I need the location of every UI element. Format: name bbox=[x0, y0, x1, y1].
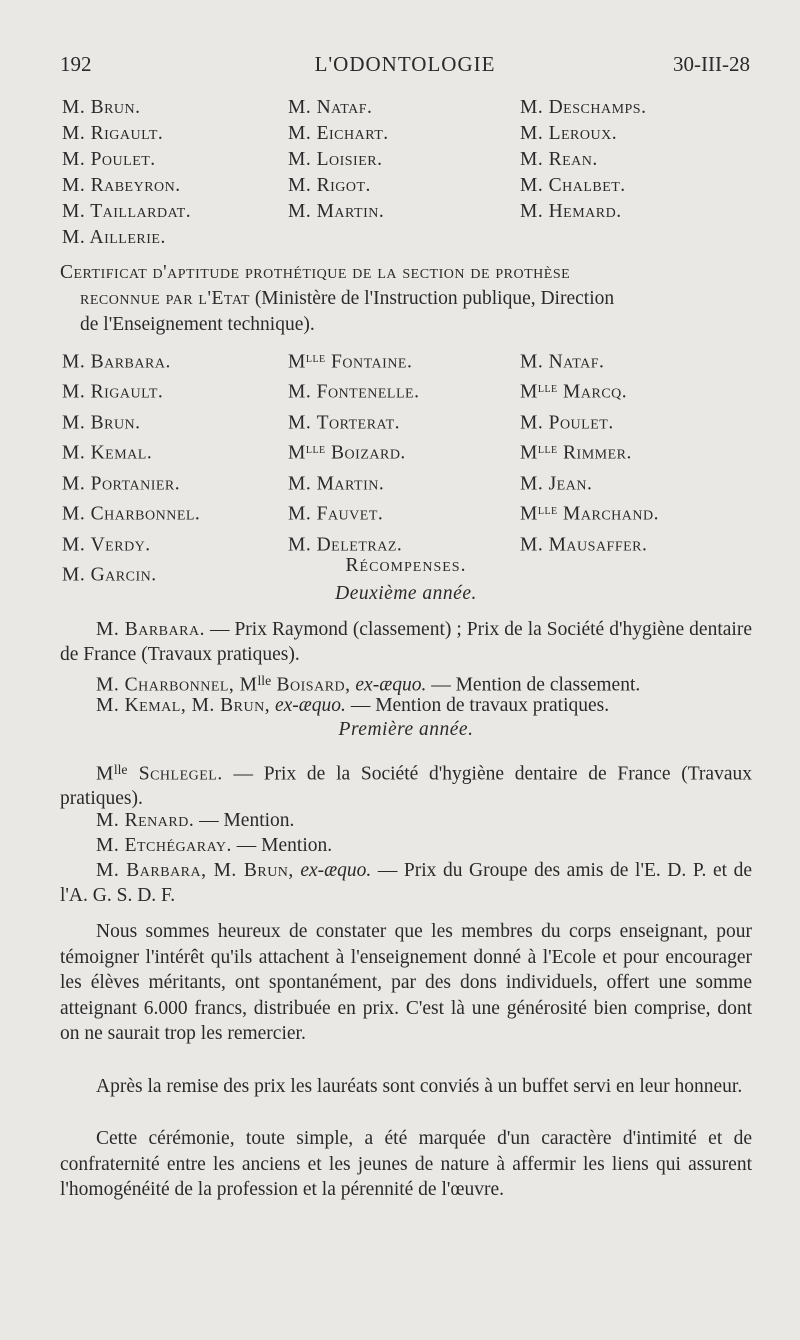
certificat-line3: de l'Enseignement technique). bbox=[80, 314, 315, 335]
list-item: M. Nataf. bbox=[288, 97, 373, 118]
list-item bbox=[62, 436, 288, 466]
award-name: M. Barbara. bbox=[96, 619, 205, 640]
surname: Marchand. bbox=[557, 503, 659, 525]
list-item: M. Brun. bbox=[62, 97, 141, 118]
journal-title: L'ODONTOLOGIE bbox=[314, 52, 496, 76]
honorific: M. bbox=[520, 534, 549, 556]
award-entry bbox=[60, 693, 752, 718]
list-item: M. Chalbet. bbox=[520, 175, 626, 196]
list-item bbox=[62, 406, 288, 436]
honorific-sup: lle bbox=[537, 380, 558, 396]
honorific: M. bbox=[62, 503, 91, 525]
award-text: — Mention. bbox=[194, 810, 295, 831]
award-entry bbox=[60, 808, 752, 833]
certificat-heading bbox=[60, 260, 752, 338]
certificat-line1: Certificat d'aptitude prothétique de la section de prothèse bbox=[60, 262, 571, 283]
award-name: M. Charbonnel, M bbox=[96, 674, 258, 696]
list-item: M. Taillardat. bbox=[62, 201, 192, 222]
certificat-list bbox=[62, 345, 752, 589]
surname: Portanier. bbox=[90, 473, 181, 495]
honorific: M. bbox=[520, 351, 549, 373]
list-item: M. Loisier. bbox=[288, 149, 383, 170]
list-item: M. Rabeyron. bbox=[62, 175, 181, 196]
honorific: M. bbox=[62, 473, 91, 495]
honorific-sup: lle bbox=[305, 441, 326, 457]
list-item bbox=[288, 406, 520, 436]
list-item: M. Hemard. bbox=[520, 201, 622, 222]
award-text: — Prix Raymond (classement) ; Prix de la Société d'hygiène dentaire de France (Travaux pratiques). bbox=[60, 619, 752, 665]
surname: Torterat. bbox=[316, 412, 401, 434]
surname: Garcin. bbox=[90, 564, 157, 586]
list-item bbox=[288, 375, 520, 405]
award-text: — Mention de travaux pratiques. bbox=[345, 695, 610, 716]
surname: Poulet. bbox=[548, 412, 614, 434]
list-item bbox=[62, 345, 288, 375]
award-name: M. Barbara, M. Brun, bbox=[96, 860, 294, 881]
list-item bbox=[62, 467, 288, 497]
honorific: M. bbox=[520, 473, 549, 495]
honorific-sup: lle bbox=[305, 350, 326, 365]
surname: Deletraz. bbox=[316, 534, 403, 556]
list-item bbox=[520, 436, 752, 466]
honorific: M bbox=[520, 503, 538, 525]
graduates-list bbox=[62, 95, 752, 251]
surname: Boizard. bbox=[325, 442, 406, 464]
surname: Jean. bbox=[548, 473, 593, 495]
award-entry bbox=[60, 833, 752, 858]
list-item bbox=[520, 497, 752, 527]
list-item bbox=[288, 345, 520, 375]
honorific: M. bbox=[62, 534, 91, 556]
honorific: M bbox=[520, 442, 538, 464]
list-item bbox=[288, 225, 520, 251]
honorific-sup: lle bbox=[537, 502, 558, 518]
award-entry bbox=[60, 617, 752, 667]
award-text: — Mention. bbox=[231, 835, 333, 856]
award-italic: ex-æquo. bbox=[350, 674, 427, 696]
list-item bbox=[288, 436, 520, 466]
honorific: M. bbox=[62, 564, 91, 586]
surname: Rigault. bbox=[90, 381, 164, 403]
list-item bbox=[288, 497, 520, 527]
certificat-line2-rest: (Ministère de l'Instruction publique, Direction bbox=[249, 288, 615, 309]
surname: Fontenelle. bbox=[316, 381, 420, 403]
award-text: — Mention de classement. bbox=[426, 674, 641, 696]
page-header bbox=[60, 52, 750, 86]
award-italic: ex-æquo. bbox=[270, 695, 346, 716]
award-name: M. Renard. bbox=[96, 810, 195, 831]
award-text: — Prix de la Société d'hygiène dentaire de France (Travaux pratiques). bbox=[60, 763, 752, 810]
list-item: M. Eichart. bbox=[288, 123, 389, 144]
list-item bbox=[62, 375, 288, 405]
award-title: M bbox=[96, 763, 114, 785]
award-name: M. Etchégaray. bbox=[96, 835, 232, 856]
surname: Mausaffer. bbox=[548, 534, 648, 556]
honorific: M. bbox=[62, 442, 91, 464]
issue-date: 30-III-28 bbox=[673, 52, 750, 76]
premiere-annee-heading: Première année. bbox=[338, 719, 474, 740]
surname: Fontaine. bbox=[325, 351, 413, 373]
list-item: M. Deschamps. bbox=[520, 97, 647, 118]
award-name: Schlegel. bbox=[127, 763, 223, 785]
surname: Rimmer. bbox=[557, 442, 632, 464]
list-item bbox=[520, 406, 752, 436]
honorific: M bbox=[520, 381, 538, 403]
honorific: M bbox=[288, 351, 306, 373]
honorific: M. bbox=[288, 381, 317, 403]
list-item bbox=[288, 467, 520, 497]
honorific: M. bbox=[62, 381, 91, 403]
award-text: — Prix du Groupe des amis de l'E. D. P. et de l'A. G. S. D. F. bbox=[60, 860, 752, 906]
list-item bbox=[520, 345, 752, 375]
certificat-line2 bbox=[60, 286, 752, 312]
surname: Marcq. bbox=[557, 381, 628, 403]
deuxieme-annee-heading: Deuxième année. bbox=[335, 583, 477, 604]
surname: Kemal. bbox=[90, 442, 153, 464]
award-entry bbox=[60, 757, 752, 811]
body-paragraph: Nous sommes heureux de constater que les membres du corps enseignant, pour témoigner l'intérêt qu'ils attachent à l'enseignement donné à l'Ecole et pour encourager les élèves méritants, ont spontanément, par des dons individuels, offert une somme atteignant 6.000 francs, distribuée en prix. C'est là une générosité bien comprise, dont on ne saurait trop les remercier. bbox=[60, 921, 752, 1045]
list-item bbox=[288, 528, 520, 558]
surname: Fauvet. bbox=[316, 503, 384, 525]
list-item bbox=[520, 467, 752, 497]
list-item bbox=[520, 375, 752, 405]
body-paragraph: Cette cérémonie, toute simple, a été marquée d'un caractère d'intimité et de confraternité entre les anciens et les jeunes de nature à affermir les liens qui assurent l'homogénéité de la profession et la pérennité de l'œuvre. bbox=[60, 1128, 752, 1200]
list-item bbox=[520, 528, 752, 558]
surname: Nataf. bbox=[548, 351, 605, 373]
recompenses-title: Récompenses. bbox=[345, 555, 467, 576]
certificat-line2-smallcaps: reconnue par l'Etat bbox=[80, 288, 250, 309]
honorific: M. bbox=[288, 473, 317, 495]
surname: Verdy. bbox=[90, 534, 151, 556]
honorific: M. bbox=[288, 503, 317, 525]
honorific: M bbox=[288, 442, 306, 464]
honorific: M. bbox=[520, 412, 549, 434]
list-item bbox=[62, 497, 288, 527]
list-item bbox=[520, 225, 752, 251]
award-name: M. Kemal, M. Brun, bbox=[96, 695, 271, 716]
honorific: M. bbox=[62, 351, 91, 373]
list-item: M. Rigot. bbox=[288, 175, 371, 196]
award-entry bbox=[60, 858, 752, 908]
list-item: M. Rigault. bbox=[62, 123, 164, 144]
honorific: M. bbox=[288, 412, 317, 434]
surname: Martin. bbox=[316, 473, 385, 495]
surname: Brun. bbox=[90, 412, 141, 434]
list-item: M. Leroux. bbox=[520, 123, 618, 144]
surname: Barbara. bbox=[90, 351, 171, 373]
list-item: M. Rean. bbox=[520, 149, 598, 170]
page-number: 192 bbox=[60, 52, 92, 76]
body-paragraph: Après la remise des prix les lauréats sont conviés à un buffet servi en leur honneur. bbox=[96, 1076, 743, 1097]
award-sup: lle bbox=[113, 762, 128, 777]
list-item: M. Poulet. bbox=[62, 149, 156, 170]
honorific: M. bbox=[288, 534, 317, 556]
list-item: M. Aillerie. bbox=[62, 227, 166, 248]
surname: Charbonnel. bbox=[90, 503, 201, 525]
award-sup: lle bbox=[257, 673, 272, 688]
award-italic: ex-æquo. bbox=[293, 860, 372, 881]
list-item: M. Martin. bbox=[288, 201, 385, 222]
award-name: Boisard, bbox=[271, 674, 351, 696]
honorific: M. bbox=[62, 412, 91, 434]
list-item bbox=[62, 528, 288, 558]
honorific-sup: lle bbox=[537, 441, 558, 457]
